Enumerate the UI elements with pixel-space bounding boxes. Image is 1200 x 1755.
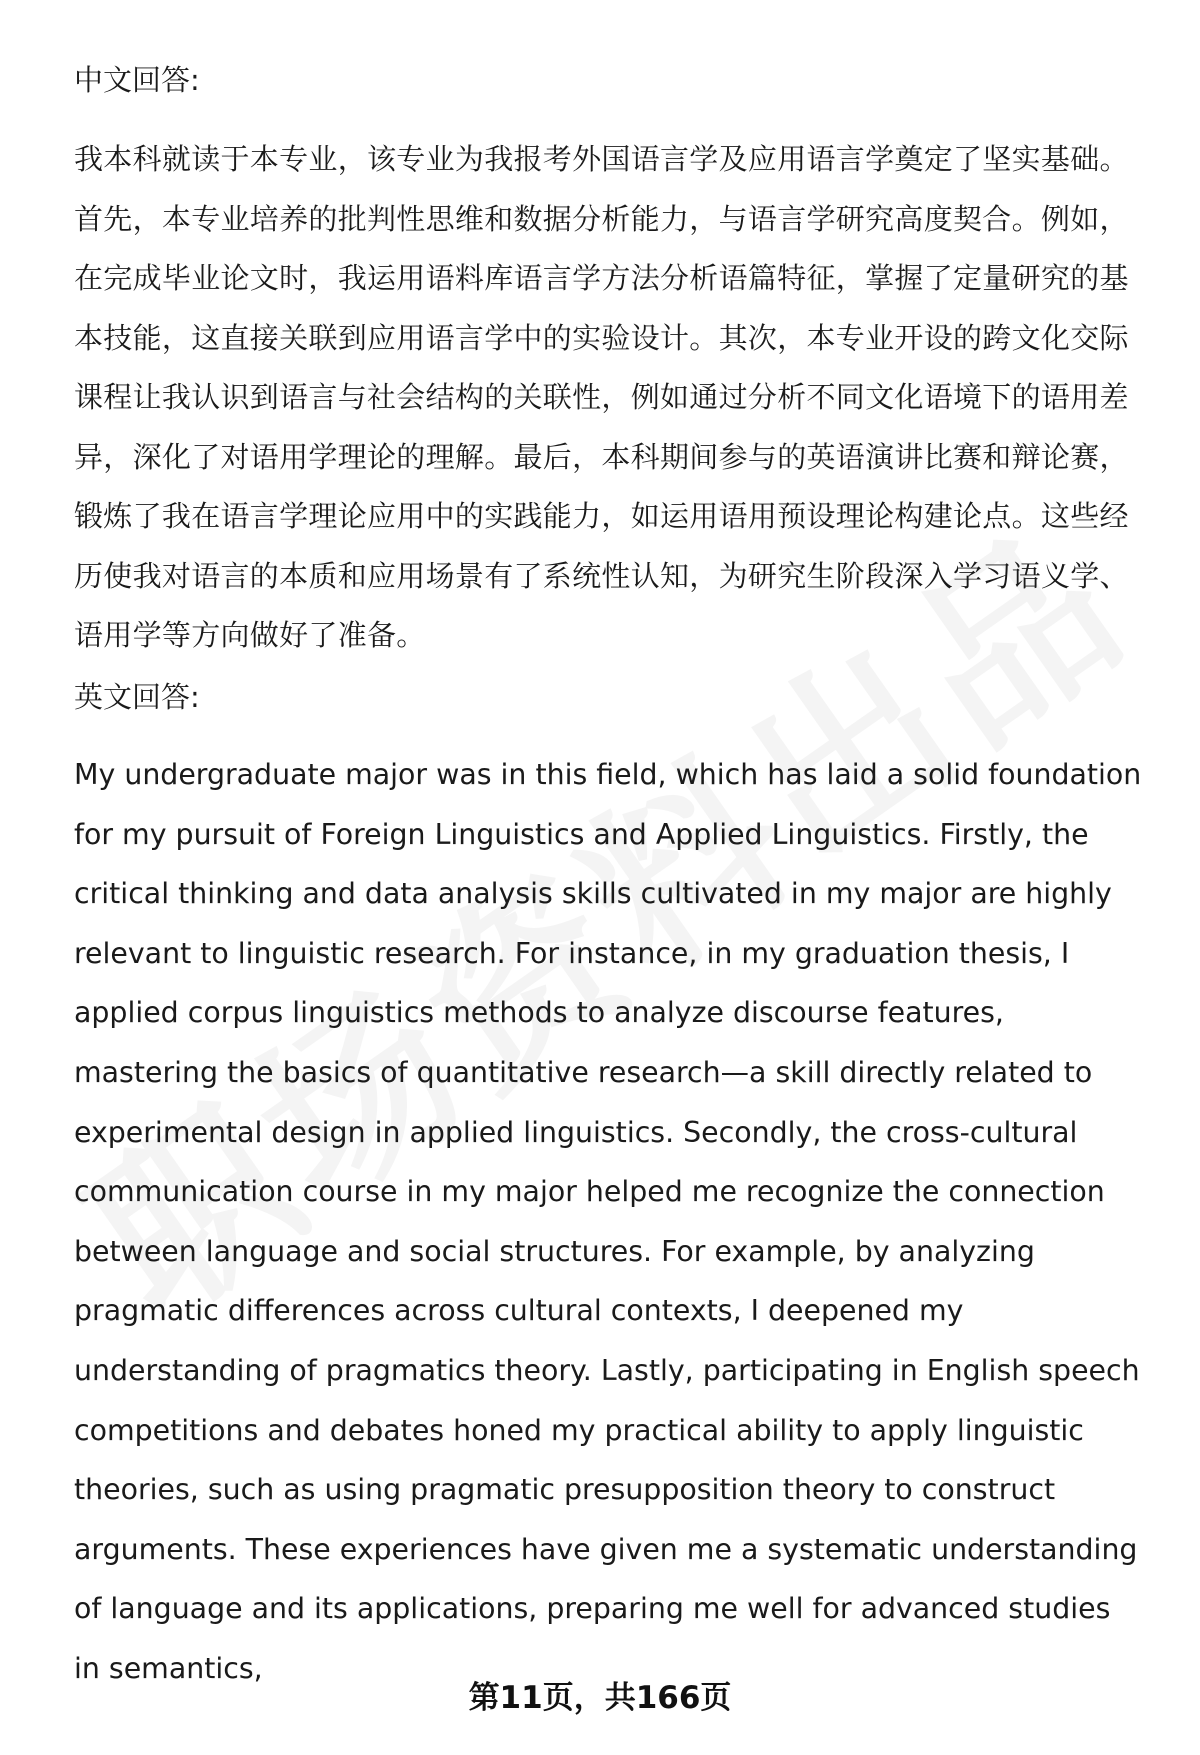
chinese-answer-label: 中文回答: bbox=[74, 63, 200, 97]
chinese-answer-paragraph: 我本科就读于本专业，该专业为我报考外国语言学及应用语言学奠定了坚实基础。首先，本专业培养的批判性思维和数据分析能力，与语言学研究高度契合。例如，在完成毕业论文时，我运用语料库语言学方法分析语篇特征，掌握了定量研究的基本技能，这直接关联到应用语言学中的实验设计。其次，本专业开设的跨文化交际课程让我认识到语言与社会结构的关联性，例如通过分析不同文化语境下的语用差异，深化了对语用学理论的理解。最后，本科期间参与的英语演讲比赛和辩论赛，锻炼了我在语言学理论应用中的实践能力，如运用语用预设理论构建论点。这些经历使我对语言的本质和应用场景有了系统性认知，为研究生阶段深入学习语义学、语用学等方向做好了准备。 bbox=[74, 142, 1129, 652]
page-number: 第11页，共166页 bbox=[468, 1680, 732, 1716]
english-answer-label: 英文回答: bbox=[74, 680, 200, 714]
english-answer-paragraph: My undergraduate major was in this field, which has laid a solid foundation for my pursuit of Foreign Linguistics and Applied Linguistics. Firstly, the critical thinking and data analysis skills cultivated in my major are highly relevant to linguistic research. For instance, in my graduation thesis, I applied corpus linguistics methods to analyze discourse features, mastering the basics of quantitative research—a skill directly related to experimental design in applied linguistics. Secondly, the cross-cultural communication course in my major helped me recognize the connection between language and social structures. For example, by analyzing pragmatic differences across cultural contexts, I deepened my understanding of pragmatics theory. Lastly, participating in English speech competitions and debates honed my practical ability to apply linguistic theories, such as using pragmatic presupposition theory to construct arguments. These experiences have given me a systematic understanding of language and its applications, preparing me well for advanced studies in semantics, bbox=[74, 758, 1142, 1685]
